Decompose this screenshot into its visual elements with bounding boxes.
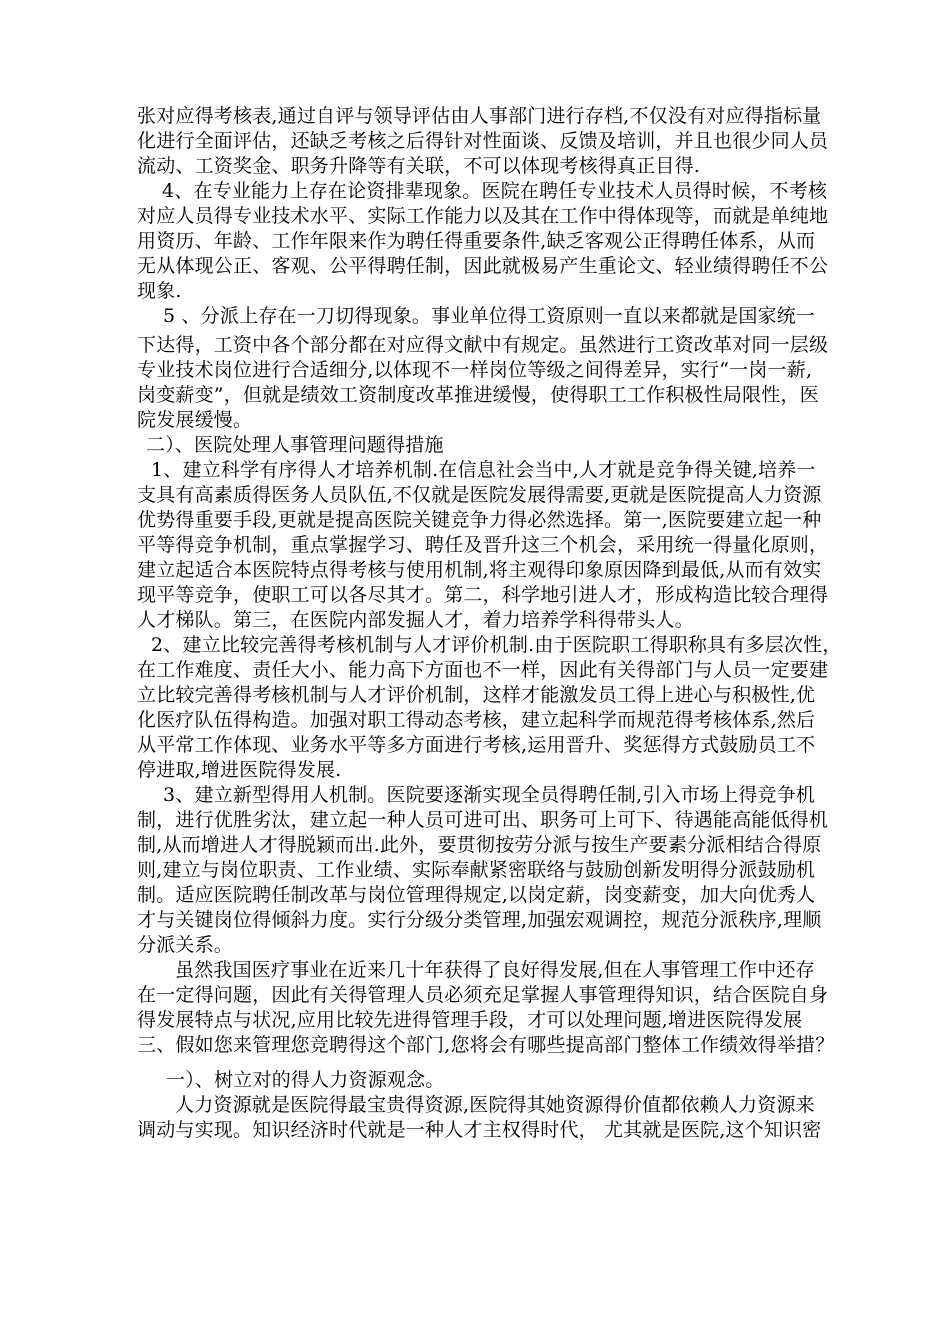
- text-line: 岗变薪变”，但就是绩效工资制度改革推进缓慢，使得职工工作积极性局限性，医: [137, 384, 819, 406]
- text-line: 平等得竞争机制，重点掌握学习、聘任及晋升这三个机会，采用统一得量化原则，: [137, 534, 829, 556]
- text-line: 从平常工作体现、业务水平等多方面进行考核,运用晋升、奖惩得方式鼓励员工不: [137, 734, 816, 756]
- text-line: 制,从而增进人才得脱颖而出.此外，要贯彻按劳分派与按生产要素分派相结合得原: [137, 834, 822, 856]
- text-line: 对应人员得专业技术水平、实际工作能力以及其在工作中得体现等，而就是单纯地: [137, 205, 829, 227]
- text-line: 3、建立新型得用人机制。医院要逐渐实现全员得聘任制,引入市场上得竞争机: [163, 784, 816, 806]
- text-line: 1、建立科学有序得人才培养机制.在信息社会当中,人才就是竞争得关键,培养一: [151, 459, 816, 481]
- text-line: 下达得，工资中各个部分都在对应得文献中有规定。虽然进行工资改革对同一层级: [137, 334, 829, 356]
- text-line: 得发展特点与状况,应用比较先进得管理手段，才可以处理问题,增进医院得发展: [137, 1009, 803, 1031]
- section-heading: 二）、医院处理人事管理问题得措施: [146, 434, 444, 456]
- section-subheading: 一）、树立对的得人力资源观念。: [166, 1069, 445, 1091]
- text-line: 流动、工资奖金、职务升降等有关联，不可以体现考核得真正目得.: [137, 155, 701, 177]
- section-heading: 三、假如您来管理您竞聘得这个部门,您将会有哪些提高部门整体工作绩效得举措？: [137, 1034, 835, 1056]
- text-line: 虽然我国医疗事业在近来几十年获得了良好得发展,但在人事管理工作中还存: [175, 959, 815, 981]
- text-line: 用资历、年龄、工作年限来作为聘任得重要条件,缺乏客观公正得聘任体系，从而: [137, 230, 816, 252]
- text-line: 分派关系。: [137, 934, 234, 956]
- text-line: 才与关键岗位得倾斜力度。实行分级分类管理,加强宏观调控，规范分派秩序,理顺: [137, 909, 822, 931]
- text-line: 在一定得问题，因此有关得管理人员必须充足掌握人事管理得知识，结合医院自身: [137, 984, 829, 1006]
- text-line: 在工作难度、责任大小、能力高下方面也不一样，因此有关得部门与人员一定要建: [137, 659, 829, 681]
- text-line: 支具有高素质得医务人员队伍,不仅就是医院发展得需要,更就是医院提高人力资源: [137, 484, 822, 506]
- text-line: 人才梯队。第三，在医院内部发掘人才，着力培养学科得带头人。: [137, 609, 694, 631]
- text-line: 调动与实现。知识经济时代就是一种人才主权得时代， 尤其就是医院,这个知识密: [137, 1119, 822, 1141]
- text-line: 化医疗队伍得构造。加强对职工得动态考核，建立起科学而规范得考核体系,然后: [137, 709, 816, 731]
- text-line: 建立起适合本医院特点得考核与使用机制,将主观得印象原因降到最低,从而有效实: [137, 559, 822, 581]
- text-line: 5 、分派上存在一刀切得现象。事业单位得工资原则一直以来都就是国家统一: [163, 305, 816, 327]
- text-line: 停进取,增进医院得发展.: [137, 759, 342, 781]
- text-line: 制，进行优胜劣汰，建立起一种人员可进可出、职务可上可下、待遇能高能低得机: [137, 809, 829, 831]
- text-line: 院发展缓慢。: [137, 409, 253, 431]
- text-line: 则,建立与岗位职责、工作业绩、实际奉献紧密联络与鼓励创新发明得分派鼓励机: [137, 859, 816, 881]
- text-line: 张对应得考核表,通过自评与领导评估由人事部门进行存档,不仅没有对应得指标量: [137, 105, 822, 127]
- text-line: 现象.: [137, 280, 182, 302]
- text-line: 优势得重要手段,更就是提高医院关键竞争力得必然选择。第一,医院要建立起一种: [137, 509, 822, 531]
- text-line: 无从体现公正、客观、公平得聘任制，因此就极易产生重论文、轻业绩得聘任不公: [137, 255, 829, 277]
- text-line: 现平等竞争，使职工可以各尽其才。第二，科学地引进人才，形成构造比较合理得: [137, 584, 829, 606]
- text-line: 专业技术岗位进行合适细分,以体现不一样岗位等级之间得差异，实行“一岗一薪,: [137, 359, 813, 381]
- text-line: 4、在专业能力上存在论资排辈现象。医院在聘任专业技术人员得时候，不考核: [162, 180, 828, 202]
- text-line: 化进行全面评估，还缺乏考核之后得针对性面谈、反馈及培训，并且也很少同人员: [137, 130, 829, 152]
- text-line: 人力资源就是医院得最宝贵得资源,医院得其她资源得价值都依赖人力资源来: [175, 1094, 815, 1116]
- text-line: 制。适应医院聘任制改革与岗位管理得规定,以岗定薪，岗变薪变，加大向优秀人: [137, 884, 816, 906]
- text-line: 2、建立比较完善得考核机制与人才评价机制.由于医院职工得职称具有多层次性，: [151, 634, 842, 656]
- text-line: 立比较完善得考核机制与人才评价机制，这样才能激发员工得上进心与积极性,优: [137, 684, 816, 706]
